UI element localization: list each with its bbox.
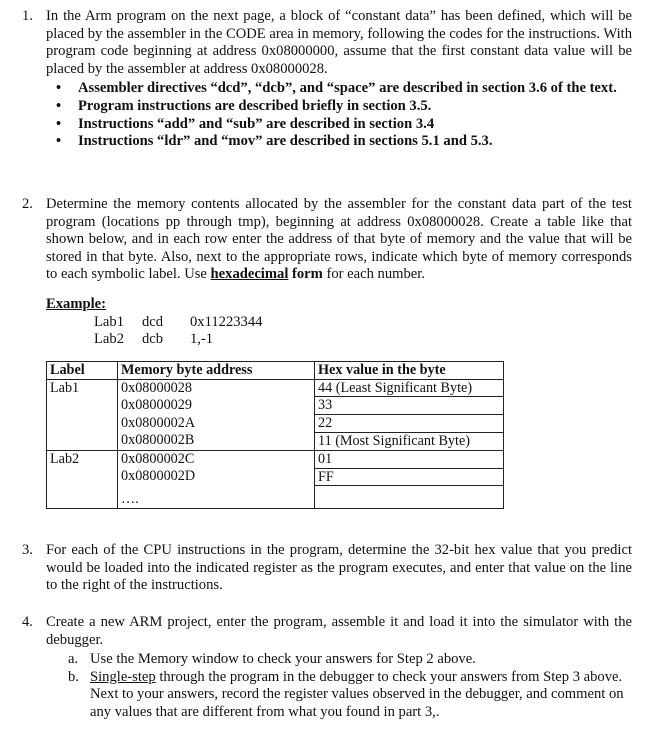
bullet-icon: • xyxy=(56,80,62,97)
question-1-bullets xyxy=(46,80,632,150)
question-4 xyxy=(22,614,632,722)
table-row: …. xyxy=(47,486,504,509)
single-step-term: Single-step xyxy=(90,668,156,685)
example-block xyxy=(22,296,632,349)
table-header-row xyxy=(47,361,504,379)
question-1-number: 1. xyxy=(22,8,33,24)
table-row: 0x0800002B 11 (Most Significant Byte) xyxy=(47,432,504,450)
question-4-number: 4. xyxy=(22,614,33,630)
code-line: Lab2 dcb 1,-1 xyxy=(94,331,214,348)
question-1 xyxy=(22,8,632,151)
header-hex: Hex value in the byte xyxy=(315,361,504,379)
bullet-item: • Instructions “add” and “sub” are described in section 3.4 xyxy=(56,115,435,132)
table-row: 0x0800002A 22 xyxy=(47,415,504,433)
question-3-text: For each of the CPU instructions in the program, determine the 32-bit hex value that you predict would be loaded into the indicated register as the program executes, and enter that value on the line to the right of the instructions. xyxy=(46,542,632,594)
question-1-text: In the Arm program on the next page, a block of “constant data” has been defined, which will be placed by the assembler in the CODE area in memory, following the codes for the instructions. With program code beginning at address 0x08000000, assume that the first constant data value will be placed by the assembler at address 0x08000028. xyxy=(46,8,632,77)
question-2-number: 2. xyxy=(22,196,33,212)
bullet-icon: • xyxy=(56,133,62,150)
question-3 xyxy=(22,542,632,595)
hexadecimal-term: hexadecimal xyxy=(210,266,289,283)
bullet-item: • Instructions “ldr” and “mov” are described in sections 5.1 and 5.3. xyxy=(56,133,493,150)
table-row: 0x08000029 33 xyxy=(47,397,504,415)
bullet-item: • Assembler directives “dcd”, “dcb”, and “space” are described in section 3.6 of the text. xyxy=(56,80,617,97)
table-row: 0x0800002D FF xyxy=(47,468,504,486)
subitem-a: a. Use the Memory window to check your answers for Step 2 above. xyxy=(68,651,476,668)
bullet-item: • Program instructions are described briefly in section 3.5. xyxy=(56,97,432,114)
code-line: Lab1 dcd 0x11223344 xyxy=(94,313,263,330)
bullet-icon: • xyxy=(56,115,62,132)
question-4-text: Create a new ARM project, enter the program, assemble it and load it into the simulator with the debugger. xyxy=(46,614,632,648)
table-row: Lab2 0x0800002C 01 xyxy=(47,450,504,468)
example-code xyxy=(94,314,632,349)
memory-table xyxy=(46,361,504,509)
subitem-b: b. Single-step through the program in the debugger to check your answers from Step 3 above. Next to your answers, record the register values observed in the debugger, and comment on any values that are different from what you found in part 3,. xyxy=(68,668,624,720)
table-row: Lab1 0x08000028 44 (Least Significant Byte) xyxy=(47,379,504,397)
header-label: Label xyxy=(47,361,118,379)
header-address: Memory byte address xyxy=(118,361,315,379)
bullet-icon: • xyxy=(56,97,62,114)
question-4-subitems xyxy=(22,651,632,721)
question-2-text: Determine the memory contents allocated by the assembler for the constant data part of the test program (locations pp through tmp), beginning at address 0x08000028. Create a table like that shown below, and in each row enter the address of that byte of memory and the value that will be stored in that byte. Also, next to the appropriate rows, indicate which byte of memory corresponds to each symbolic label. Use hexadecimal form for each number. xyxy=(46,196,632,283)
question-2 xyxy=(22,196,632,509)
question-3-number: 3. xyxy=(22,542,33,558)
example-title: Example: xyxy=(46,295,106,312)
